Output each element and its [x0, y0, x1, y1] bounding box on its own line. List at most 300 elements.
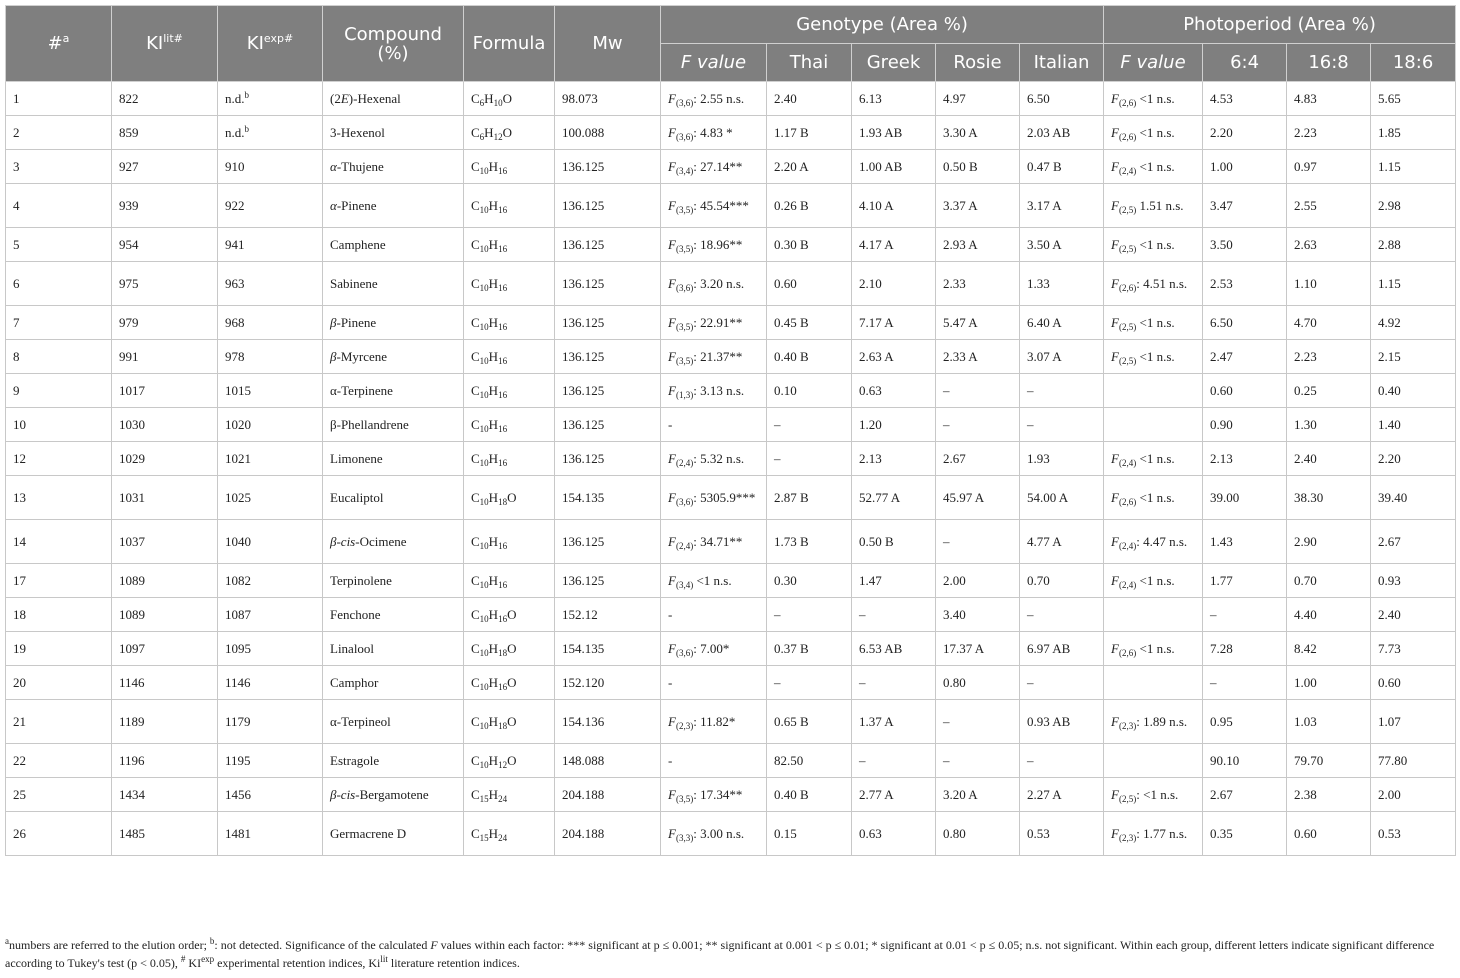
cell-italian — [1020, 564, 1104, 598]
header-ki-exp: $KI^{exp\#}$ — [218, 6, 323, 82]
cell-greek-text: 52.77 A — [859, 489, 901, 505]
table-row — [6, 116, 1456, 150]
cell-rosie-text: 0.80 — [943, 674, 966, 690]
cell-16-8-text: 2.55 — [1294, 197, 1317, 213]
cell-greek-text: 1.93 AB — [859, 124, 903, 140]
photoperiod-f-df: (2,4) — [1119, 457, 1137, 468]
formula-c: C — [471, 786, 480, 802]
cell-formula — [464, 744, 555, 778]
cell-18-6-text: 2.00 — [1378, 786, 1401, 802]
cell-number — [6, 476, 112, 520]
cell-italian — [1020, 374, 1104, 408]
cell-ki-lit-text: 1146 — [119, 674, 145, 690]
cell-genotype-f — [661, 700, 767, 744]
cell-ki-exp-text: 1025 — [225, 489, 251, 505]
cell-number — [6, 340, 112, 374]
cell-rosie — [936, 408, 1020, 442]
cell-ki-exp-text: 1015 — [225, 382, 251, 398]
cell-mw-text: 136.125 — [562, 236, 605, 252]
cell-compound — [323, 476, 464, 520]
cell-photoperiod-f — [1104, 116, 1203, 150]
cell-6-4 — [1203, 374, 1287, 408]
cell-rosie-text: 5.47 A — [943, 314, 978, 330]
cell-greek-text: 1.47 — [859, 572, 882, 588]
cell-compound — [323, 408, 464, 442]
cell-rosie-text: – — [943, 382, 950, 398]
cell-ki-lit-text: 1029 — [119, 450, 145, 466]
footnote-ki-label-1: KI — [185, 956, 202, 970]
cell-16-8 — [1287, 228, 1371, 262]
formula-h-count: 16 — [498, 355, 508, 366]
cell-compound — [323, 150, 464, 184]
genotype-f-text: : 11.82* — [693, 713, 736, 729]
cell-rosie-text: 3.30 A — [943, 124, 978, 140]
cell-mw-text: 152.120 — [562, 674, 605, 690]
cell-6-4-text: 0.95 — [1210, 713, 1233, 729]
cell-ki-lit-text: 1434 — [119, 786, 145, 802]
cell-6-4 — [1203, 150, 1287, 184]
cell-greek-text: 0.50 B — [859, 533, 894, 549]
cell-18-6 — [1371, 632, 1456, 666]
table-row — [6, 744, 1456, 778]
cell-thai-text: 2.87 B — [774, 489, 809, 505]
cell-genotype-f — [661, 442, 767, 476]
formula-h-count: 24 — [498, 832, 508, 843]
formula-h-count: 16 — [498, 389, 508, 400]
formula-c-count: 10 — [479, 579, 489, 590]
genotype-f-letter: F — [668, 197, 676, 213]
cell-ki-lit-text: 1037 — [119, 533, 145, 549]
photoperiod-f-text: : 1.77 n.s. — [1136, 825, 1188, 841]
header-italian: Italian — [1020, 44, 1104, 82]
cell-mw — [555, 778, 661, 812]
formula-c: C — [471, 158, 480, 174]
cell-number-text: 26 — [13, 825, 26, 841]
genotype-f-df: (2,4) — [675, 540, 694, 551]
cell-formula — [464, 442, 555, 476]
genotype-f-letter: F — [668, 713, 676, 729]
cell-rosie-text: 3.40 — [943, 606, 966, 622]
formula-c: C — [471, 533, 480, 549]
cell-italian-text: – — [1027, 674, 1034, 690]
cell-number-text: 7 — [13, 314, 20, 330]
formula-c: C — [471, 416, 480, 432]
photoperiod-f-letter: F — [1111, 275, 1119, 291]
cell-ki-exp — [218, 374, 323, 408]
cell-ki-lit — [112, 598, 218, 632]
cell-mw — [555, 306, 661, 340]
cell-thai-text: 0.10 — [774, 382, 797, 398]
cell-italian-text: 3.50 A — [1027, 236, 1062, 252]
cell-ki-exp — [218, 744, 323, 778]
cell-ki-lit — [112, 744, 218, 778]
cell-compound — [323, 340, 464, 374]
table-row — [6, 778, 1456, 812]
table-row — [6, 520, 1456, 564]
formula-c-count: 10 — [479, 165, 489, 176]
cell-6-4-text: 90.10 — [1210, 752, 1240, 768]
cell-mw — [555, 744, 661, 778]
genotype-f-letter: F — [668, 124, 676, 140]
cell-ki-exp — [218, 700, 323, 744]
compound-italic: α — [330, 197, 337, 213]
cell-6-4 — [1203, 442, 1287, 476]
genotype-f-letter: F — [668, 489, 676, 505]
formula-c: C — [471, 348, 480, 364]
formula-c-count: 10 — [479, 647, 489, 658]
cell-photoperiod-f — [1104, 150, 1203, 184]
cell-thai-text: – — [774, 606, 781, 622]
cell-italian — [1020, 116, 1104, 150]
cell-18-6 — [1371, 700, 1456, 744]
cell-thai — [767, 150, 852, 184]
cell-18-6 — [1371, 442, 1456, 476]
formula-c-count: 6 — [479, 97, 485, 108]
genotype-f-text: : 17.34** — [693, 786, 743, 802]
footnote-ki-text-2: literature retention indices. — [387, 956, 520, 970]
cell-genotype-f — [661, 340, 767, 374]
cell-mw-text: 154.135 — [562, 489, 605, 505]
cell-photoperiod-f — [1104, 228, 1203, 262]
cell-ki-lit-text: 859 — [119, 124, 139, 140]
cell-ki-exp — [218, 228, 323, 262]
compound-pre: β-Phellandrene — [330, 416, 409, 432]
photoperiod-f-letter: F — [1111, 158, 1119, 174]
cell-number-text: 25 — [13, 786, 26, 802]
cell-formula — [464, 520, 555, 564]
cell-ki-lit-text: 1485 — [119, 825, 145, 841]
formula-c: C — [471, 713, 480, 729]
cell-formula — [464, 340, 555, 374]
genotype-f-text: : 18.96** — [693, 236, 743, 252]
cell-greek-text: 2.77 A — [859, 786, 894, 802]
cell-18-6 — [1371, 82, 1456, 116]
cell-18-6-text: 2.20 — [1378, 450, 1401, 466]
cell-italian-text: 4.77 A — [1027, 533, 1062, 549]
formula-h: H — [488, 382, 499, 398]
cell-rosie — [936, 598, 1020, 632]
cell-16-8 — [1287, 778, 1371, 812]
formula-c-count: 10 — [479, 681, 489, 692]
cell-genotype-f — [661, 778, 767, 812]
cell-18-6 — [1371, 150, 1456, 184]
cell-ki-exp-text: 1195 — [225, 752, 251, 768]
cell-photoperiod-f — [1104, 564, 1203, 598]
photoperiod-f-letter: F — [1111, 348, 1119, 364]
formula-c-count: 10 — [479, 243, 489, 254]
cell-genotype-f — [661, 408, 767, 442]
genotype-f-letter: F — [668, 786, 676, 802]
formula-c: C — [471, 450, 480, 466]
cell-rosie-text: 2.33 A — [943, 348, 978, 364]
cell-mw — [555, 442, 661, 476]
formula-h-count: 12 — [493, 131, 503, 142]
photoperiod-f-df: (2,6) — [1119, 282, 1137, 293]
formula-h-count: 12 — [498, 759, 508, 770]
cell-thai-text: 0.30 — [774, 572, 797, 588]
cell-18-6 — [1371, 744, 1456, 778]
cell-number-text: 14 — [13, 533, 26, 549]
table-container — [5, 5, 1455, 856]
cell-ki-exp-text: 1456 — [225, 786, 251, 802]
cell-greek — [852, 82, 936, 116]
genotype-f-text: : 5305.9*** — [693, 489, 756, 505]
formula-c-count: 10 — [479, 613, 489, 624]
formula-c-count: 10 — [479, 282, 489, 293]
cell-ki-exp — [218, 442, 323, 476]
table-row — [6, 598, 1456, 632]
cell-italian-text: – — [1027, 606, 1034, 622]
cell-genotype-f — [661, 666, 767, 700]
cell-formula — [464, 408, 555, 442]
cell-ki-lit — [112, 228, 218, 262]
cell-ki-exp — [218, 408, 323, 442]
cell-rosie-text: – — [943, 713, 950, 729]
genotype-f-df: (3,5) — [675, 243, 694, 254]
cell-italian — [1020, 632, 1104, 666]
cell-number-text: 2 — [13, 124, 20, 140]
cell-rosie-text: 3.20 A — [943, 786, 978, 802]
formula-h: H — [488, 674, 499, 690]
header-mw: Mw — [555, 6, 661, 82]
cell-greek — [852, 700, 936, 744]
cell-photoperiod-f — [1104, 82, 1203, 116]
formula-h-count: 16 — [498, 681, 508, 692]
genotype-f-df: (3,4) — [675, 165, 694, 176]
cell-rosie-text: 45.97 A — [943, 489, 985, 505]
cell-16-8 — [1287, 632, 1371, 666]
cell-genotype-f — [661, 632, 767, 666]
cell-italian — [1020, 778, 1104, 812]
cell-formula — [464, 476, 555, 520]
formula-h: H — [488, 489, 499, 505]
cell-photoperiod-f — [1104, 442, 1203, 476]
cell-mw-text: 136.125 — [562, 533, 605, 549]
cell-thai-text: 1.17 B — [774, 124, 809, 140]
cell-genotype-f — [661, 476, 767, 520]
cell-ki-lit — [112, 520, 218, 564]
cell-mw-text: 154.136 — [562, 713, 605, 729]
genotype-f-letter: F — [668, 90, 676, 106]
formula-h: H — [488, 314, 499, 330]
cell-ki-exp-text: 1021 — [225, 450, 251, 466]
cell-6-4-text: – — [1210, 606, 1217, 622]
formula-c: C — [471, 90, 480, 106]
cell-italian — [1020, 476, 1104, 520]
cell-thai-text: – — [774, 416, 781, 432]
genotype-f-text: - — [668, 416, 673, 432]
cell-6-4 — [1203, 744, 1287, 778]
header-number: #$^a$ — [6, 6, 112, 82]
compound-post: )-Hexenal — [348, 90, 401, 106]
cell-rosie — [936, 632, 1020, 666]
compound-pre: Linalool — [330, 640, 375, 656]
cell-genotype-f — [661, 374, 767, 408]
genotype-f-df: (3,5) — [675, 204, 694, 215]
cell-mw-text: 136.125 — [562, 450, 605, 466]
cell-rosie — [936, 476, 1020, 520]
cell-ki-lit-text: 1089 — [119, 606, 145, 622]
cell-genotype-f — [661, 262, 767, 306]
formula-h-count: 18 — [498, 647, 508, 658]
compound-post: Sabinene — [330, 275, 378, 291]
cell-mw-text: 100.088 — [562, 124, 605, 140]
cell-18-6-text: 2.98 — [1378, 197, 1401, 213]
cell-photoperiod-f — [1104, 700, 1203, 744]
cell-18-6-text: 0.40 — [1378, 382, 1401, 398]
cell-ki-lit — [112, 778, 218, 812]
cell-18-6 — [1371, 228, 1456, 262]
table-row — [6, 184, 1456, 228]
table-row — [6, 408, 1456, 442]
cell-greek — [852, 150, 936, 184]
compound-pre: (2 — [330, 90, 341, 106]
cell-6-4 — [1203, 116, 1287, 150]
cell-compound — [323, 116, 464, 150]
cell-thai-text: 0.65 B — [774, 713, 809, 729]
cell-18-6 — [1371, 598, 1456, 632]
cell-formula — [464, 812, 555, 856]
cell-ki-lit — [112, 374, 218, 408]
cell-number — [6, 666, 112, 700]
formula-h: H — [488, 275, 499, 291]
cell-greek — [852, 564, 936, 598]
cell-ki-exp — [218, 306, 323, 340]
header-greek: Greek — [852, 44, 936, 82]
photoperiod-f-letter: F — [1111, 236, 1119, 252]
cell-photoperiod-f — [1104, 408, 1203, 442]
footnote-b-mark: b — [209, 936, 215, 946]
cell-italian — [1020, 408, 1104, 442]
cell-ki-lit-text: 1089 — [119, 572, 145, 588]
genotype-f-text: : 3.00 n.s. — [693, 825, 745, 841]
cell-mw-text: 98.073 — [562, 90, 598, 106]
cell-compound — [323, 306, 464, 340]
formula-c-count: 15 — [479, 832, 489, 843]
photoperiod-f-df: (2,4) — [1119, 579, 1137, 590]
cell-rosie — [936, 564, 1020, 598]
formula-h: H — [484, 124, 494, 140]
cell-6-4 — [1203, 184, 1287, 228]
cell-18-6-text: 1.40 — [1378, 416, 1401, 432]
cell-italian-text: 54.00 A — [1027, 489, 1069, 505]
cell-number — [6, 520, 112, 564]
cell-thai — [767, 520, 852, 564]
genotype-f-text: - — [668, 606, 673, 622]
formula-h: H — [488, 606, 499, 622]
compound-pre: Terpinolene — [330, 572, 392, 588]
formula-o: O — [507, 713, 517, 729]
formula-h-count: 16 — [498, 613, 508, 624]
genotype-f-text: - — [668, 674, 673, 690]
photoperiod-f-letter: F — [1111, 825, 1119, 841]
cell-6-4-text: 0.35 — [1210, 825, 1233, 841]
cell-rosie — [936, 150, 1020, 184]
cell-mw — [555, 632, 661, 666]
cell-mw — [555, 374, 661, 408]
cell-18-6-text: 2.15 — [1378, 348, 1401, 364]
cell-mw — [555, 408, 661, 442]
photoperiod-f-text: <1 n.s. — [1136, 124, 1175, 140]
photoperiod-f-df: (2,6) — [1119, 131, 1137, 142]
cell-compound — [323, 700, 464, 744]
cell-number-text: 20 — [13, 674, 26, 690]
cell-greek — [852, 408, 936, 442]
cell-mw — [555, 520, 661, 564]
genotype-f-df: (3,6) — [675, 131, 694, 142]
cell-thai-text: 82.50 — [774, 752, 804, 768]
compound-post: -Pinene — [336, 314, 377, 330]
photoperiod-f-text: : 1.89 n.s. — [1136, 713, 1188, 729]
formula-h-count: 16 — [498, 457, 508, 468]
cell-18-6-text: 39.40 — [1378, 489, 1408, 505]
cell-rosie — [936, 666, 1020, 700]
cell-16-8-text: 4.40 — [1294, 606, 1317, 622]
footnote-ki-lit-sup: lit — [380, 954, 388, 964]
cell-formula — [464, 564, 555, 598]
photoperiod-f-text: <1 n.s. — [1136, 236, 1175, 252]
photoperiod-f-df: (2,6) — [1119, 496, 1137, 507]
cell-16-8-text: 2.40 — [1294, 450, 1317, 466]
formula-o: O — [502, 90, 512, 106]
cell-mw — [555, 150, 661, 184]
cell-thai-text: 0.40 B — [774, 786, 809, 802]
cell-18-6 — [1371, 340, 1456, 374]
cell-6-4-text: 1.77 — [1210, 572, 1233, 588]
header-genotype-group: Genotype (Area %) — [661, 6, 1104, 44]
cell-6-4-text: 3.50 — [1210, 236, 1233, 252]
cell-thai-text: – — [774, 674, 781, 690]
cell-italian-text: 6.50 — [1027, 90, 1050, 106]
genotype-f-letter: F — [668, 158, 676, 174]
cell-18-6-text: 7.73 — [1378, 640, 1401, 656]
cell-16-8-text: 0.60 — [1294, 825, 1317, 841]
cell-ki-exp-text: 978 — [225, 348, 245, 364]
cell-compound — [323, 520, 464, 564]
formula-c-count: 15 — [479, 793, 489, 804]
footnote-hash-mark: # — [180, 954, 186, 964]
cell-rosie-text: 17.37 A — [943, 640, 985, 656]
cell-italian — [1020, 598, 1104, 632]
cell-italian-text: 3.17 A — [1027, 197, 1062, 213]
formula-c: C — [471, 197, 480, 213]
cell-16-8-text: 1.03 — [1294, 713, 1317, 729]
cell-genotype-f — [661, 228, 767, 262]
cell-mw-text: 136.125 — [562, 416, 605, 432]
genotype-f-text: : 3.13 n.s. — [693, 382, 745, 398]
cell-compound — [323, 442, 464, 476]
cell-ki-lit-text: 1017 — [119, 382, 145, 398]
cell-16-8-text: 1.10 — [1294, 275, 1317, 291]
cell-italian-text: 1.93 — [1027, 450, 1050, 466]
cell-italian-text: 2.27 A — [1027, 786, 1062, 802]
table-row — [6, 632, 1456, 666]
cell-mw-text: 148.088 — [562, 752, 605, 768]
cell-rosie-text: – — [943, 416, 950, 432]
cell-18-6-text: 5.65 — [1378, 90, 1401, 106]
cell-thai-text: 0.30 B — [774, 236, 809, 252]
compound-post: -Ocimene — [355, 533, 407, 549]
genotype-f-text: : 2.55 n.s. — [693, 90, 745, 106]
cell-ki-exp-text: 968 — [225, 314, 245, 330]
cell-ki-lit-text: 1030 — [119, 416, 145, 432]
cell-thai — [767, 184, 852, 228]
cell-number — [6, 262, 112, 306]
cell-mw-text: 136.125 — [562, 275, 605, 291]
cell-rosie — [936, 228, 1020, 262]
formula-o: O — [502, 124, 512, 140]
compound-post: Camphene — [330, 236, 386, 252]
